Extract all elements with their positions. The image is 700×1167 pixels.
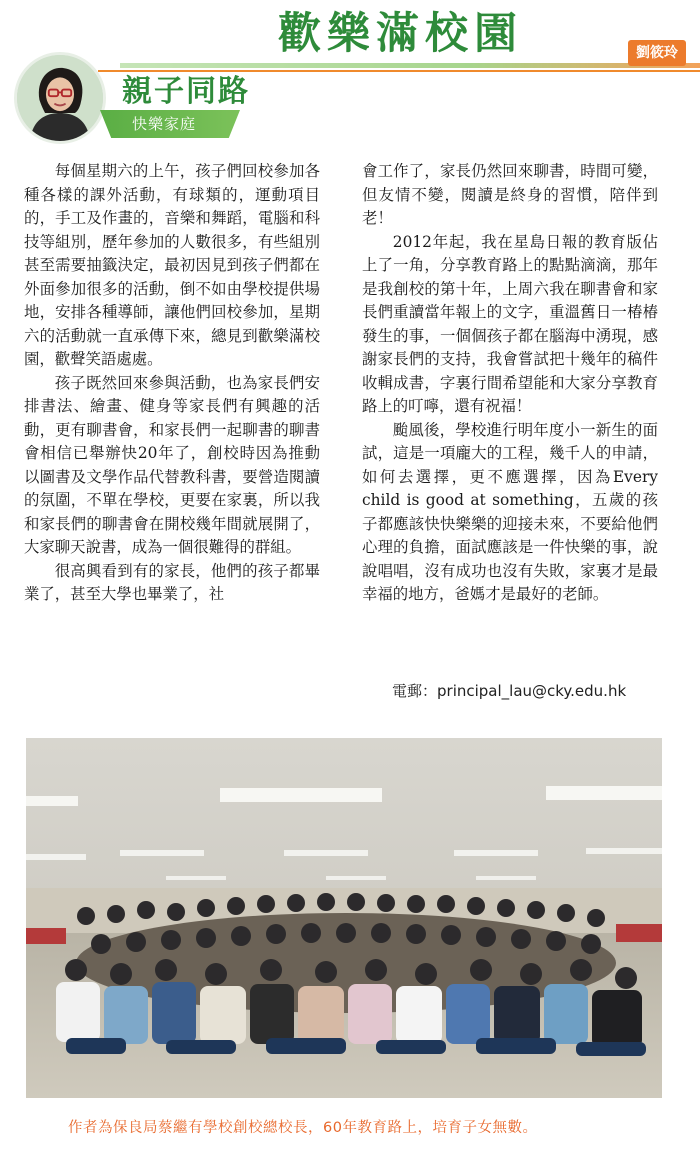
paragraph-continued: 會工作了，家長仍然回來聊書，時間可變，但友情不變，閱讀是終身的習慣，陪伴到老！	[362, 162, 658, 227]
article-column-left	[24, 160, 320, 607]
paragraph: 孩子既然回來參與活動，也為家長們安排書法、繪畫、健身等家長們有興趣的活動，更有聊書會，和家長們一起聊書的聊書會相信已舉辦快20年了，創校時因為推動以圖書及文學作品代替教科書，要營造閱讀的氛圍，不單在學校，更要在家裏，所以我和家長們的聊書會在開校幾年間就展開了，大家聊天說書，成為一個很難得的群組。	[24, 373, 320, 556]
group-photo-image	[26, 738, 662, 1098]
header-rule	[120, 63, 700, 68]
author-portrait	[14, 52, 106, 144]
paragraph: 很高興看到有的家長，他們的孩子都畢業了，甚至大學也畢業了，社	[24, 561, 320, 603]
article-column-right	[362, 160, 658, 607]
column-title: 親子同路	[122, 74, 250, 109]
paragraph: 颱風後，學校進行明年度小一新生的面試，這是一項龐大的工程，幾千人的申請，如何去選擇，更不應選擇，因為Every child is good at something，五歲的孩子都應該快快樂樂的迎接未來，不要給他們心理的負擔，面試應該是一件快樂的事，說說唱唱，沒有成功也沒有失敗，家裏才是最幸福的地方，爸媽才是最好的老師。	[362, 420, 658, 603]
masthead-title: 歡樂滿校園	[278, 9, 523, 59]
photo-caption: 作者為保良局蔡繼有學校創校總校長，60年教育路上，培育子女無數。	[68, 1120, 538, 1136]
paragraph: 2012年起，我在星島日報的教育版佔上了一角，分享教育路上的點點滴滴，那年是我創校的第十年，上周六我在聊書會和家長們重讀當年報上的文字，重溫舊日一椿椿發生的事，一個個孩子都在腦海中湧現，感謝家長們的支持，我會嘗試把十幾年的稿件收輯成書，字裏行間希望能和大家分享教育路上的叮嚀，還有祝福！	[362, 232, 658, 415]
paragraph: 每個星期六的上午，孩子們回校參加各種各樣的課外活動，有球類的，運動項目的，手工及作畫的，音樂和舞蹈，電腦和科技等組別，歷年參加的人數很多，有些組別甚至需要抽籤決定，最初因見到孩子們都在外面參加很多的活動，倒不如由學校提供場地，安排各種導師，讓他們回校參加，星期六的活動就一直承傳下來，總見到歡樂滿校園，歡聲笑語處處。	[24, 162, 320, 368]
group-photo	[26, 738, 662, 1098]
portrait-image	[17, 55, 103, 141]
author-badge: 劉筱玲	[628, 40, 686, 66]
author-email: 電郵：principal_lau@cky.edu.hk	[392, 682, 627, 700]
column-subtitle: 快樂家庭	[132, 115, 197, 133]
